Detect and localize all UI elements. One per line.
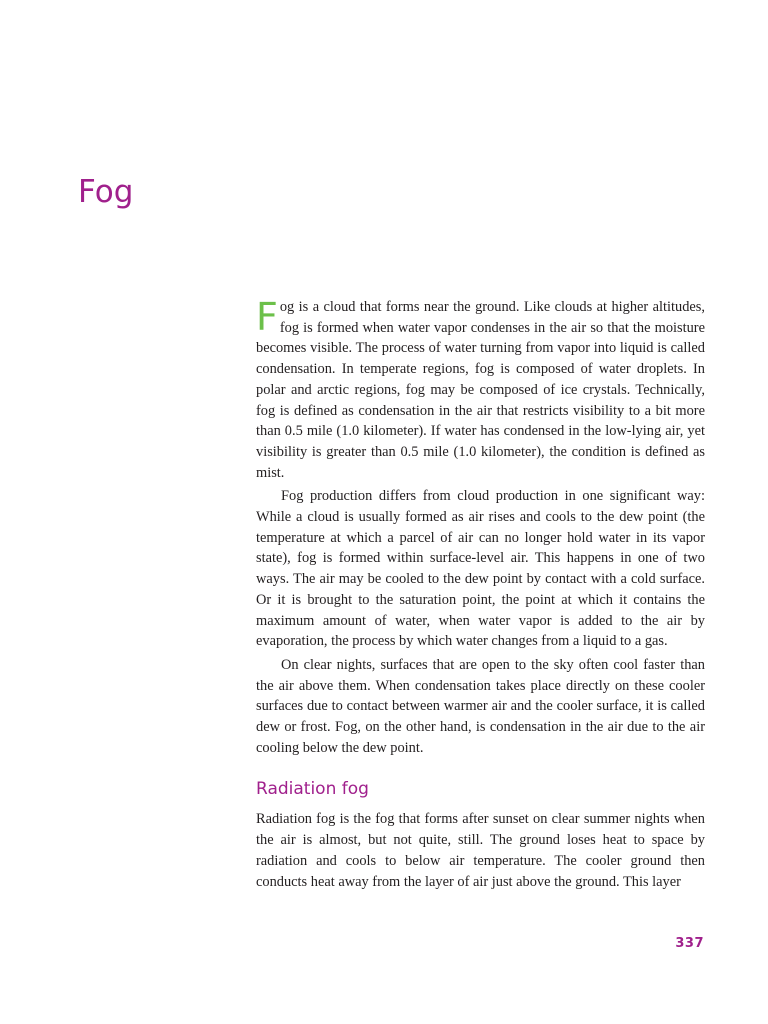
page-number: 337 [675, 936, 704, 951]
paragraph-3: On clear nights, surfaces that are open to the sky often cool faster than the air above them. When condensation takes place directly on these cooler surfaces due to contact between warmer air and the cooler surface, it is called dew or frost. Fog, on the other hand, is condensation in the air due to the air cooling below the dew point. [256, 656, 705, 756]
paragraph-1-text: og is a cloud that forms near the ground. Like clouds at higher altitudes, fog is formed when water vapor condenses in the air so that the moisture becomes visible. The process of water turning from vapor into liquid is called condensation. In temperate regions, fog is composed of water droplets. In polar and arctic regions, fog may be composed of ice crystals. Technically, fog is defined as condensation in the air that restricts visibility to a bit more than 0.5 mile (1.0 kilometer). If water has condensed in the low-lying air, yet visibility is greater than 0.5 mile (1.0 kilometer), the condition is defined as mist. [256, 299, 705, 481]
chapter-title: Fog [78, 174, 134, 210]
section-heading-radiation-fog: Radiation fog [256, 779, 369, 800]
drop-cap: F [256, 295, 278, 339]
paragraph-1 [256, 297, 705, 483]
paragraph-2: Fog production differs from cloud production in one significant way: While a cloud is usually formed as air rises and cools to the dew point (the temperature at which a parcel of air can no longer hold water in its vapor state), fog is formed within surface-level air. This happens in one of two ways. The air may be cooled to the dew point by contact with a cold surface. Or it is brought to the saturation point, the point at which it contains the maximum amount of water, when water vapor is added to the air by evaporation, the process by which water changes from a liquid to a gas. [256, 488, 705, 650]
paragraph-4: Radiation fog is the fog that forms after sunset on clear summer nights when the air is almost, but not quite, still. The ground loses heat to space by radiation and cools to below air temperature. The cooler ground then conducts heat away from the layer of air just above the ground. This layer [256, 811, 705, 890]
article-body [256, 297, 705, 892]
